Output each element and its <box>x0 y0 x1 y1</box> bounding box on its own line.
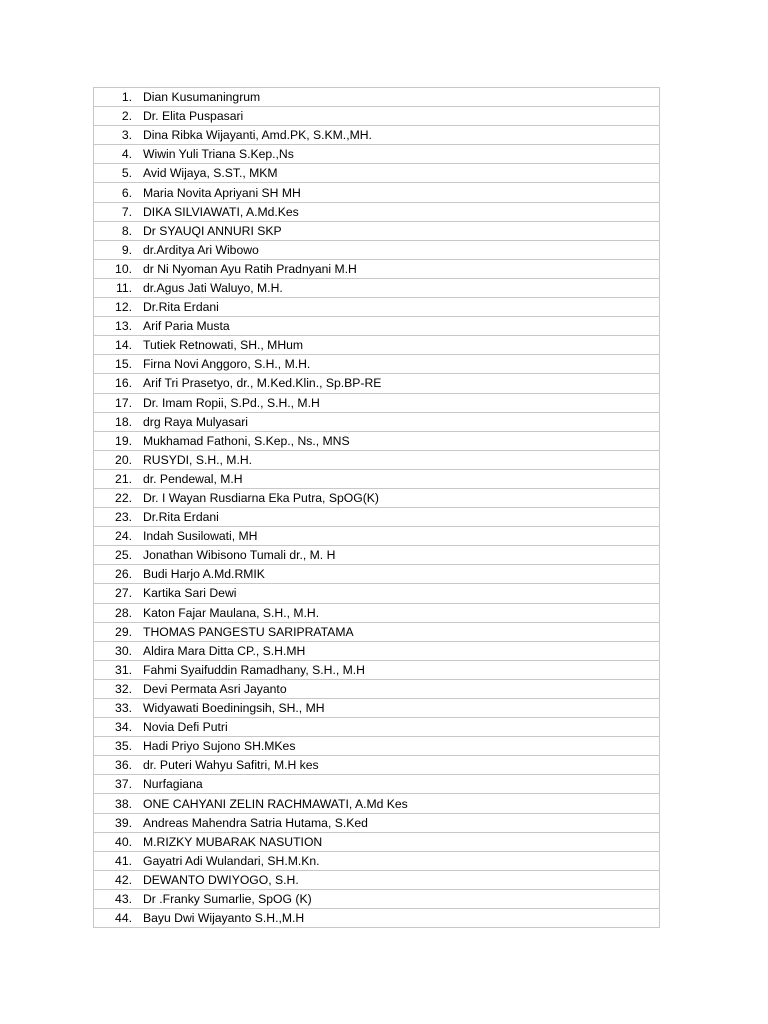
row-number: 29. <box>94 622 144 641</box>
row-number: 3. <box>94 126 144 145</box>
table-row <box>94 584 660 603</box>
row-number: 6. <box>94 183 144 202</box>
row-name: M.RIZKY MUBARAK NASUTION <box>143 832 660 851</box>
row-number: 5. <box>94 164 144 183</box>
row-number: 13. <box>94 317 144 336</box>
row-number: 18. <box>94 412 144 431</box>
table-row <box>94 183 660 202</box>
row-number: 12. <box>94 298 144 317</box>
table-row <box>94 832 660 851</box>
table-row <box>94 775 660 794</box>
row-number: 17. <box>94 393 144 412</box>
table-row <box>94 145 660 164</box>
row-name: Dian Kusumaningrum <box>143 88 660 107</box>
table-row <box>94 546 660 565</box>
row-number: 31. <box>94 660 144 679</box>
row-name: Nurfagiana <box>143 775 660 794</box>
name-list-table <box>93 87 660 928</box>
row-name: Aldira Mara Ditta CP., S.H.MH <box>143 641 660 660</box>
table-row <box>94 431 660 450</box>
row-name: drg Raya Mulyasari <box>143 412 660 431</box>
table-row <box>94 718 660 737</box>
row-number: 44. <box>94 909 144 928</box>
table-row <box>94 202 660 221</box>
row-number: 26. <box>94 565 144 584</box>
row-name: Andreas Mahendra Satria Hutama, S.Ked <box>143 813 660 832</box>
table-row <box>94 870 660 889</box>
row-number: 28. <box>94 603 144 622</box>
row-number: 25. <box>94 546 144 565</box>
table-row <box>94 889 660 908</box>
row-number: 22. <box>94 488 144 507</box>
name-list-body <box>94 88 660 928</box>
row-name: Arif Paria Musta <box>143 317 660 336</box>
row-name: DIKA SILVIAWATI, A.Md.Kes <box>143 202 660 221</box>
row-number: 27. <box>94 584 144 603</box>
row-number: 37. <box>94 775 144 794</box>
table-row <box>94 679 660 698</box>
table-row <box>94 393 660 412</box>
row-name: dr.Agus Jati Waluyo, M.H. <box>143 278 660 297</box>
table-row <box>94 641 660 660</box>
table-row <box>94 469 660 488</box>
row-name: Dr .Franky Sumarlie, SpOG (K) <box>143 889 660 908</box>
row-number: 36. <box>94 756 144 775</box>
row-number: 33. <box>94 699 144 718</box>
row-name: Dr.Rita Erdani <box>143 508 660 527</box>
row-number: 11. <box>94 278 144 297</box>
row-name: Widyawati Boediningsih, SH., MH <box>143 699 660 718</box>
table-row <box>94 164 660 183</box>
row-number: 1. <box>94 88 144 107</box>
row-number: 16. <box>94 374 144 393</box>
table-row <box>94 88 660 107</box>
table-row <box>94 527 660 546</box>
row-name: Indah Susilowati, MH <box>143 527 660 546</box>
row-name: Firna Novi Anggoro, S.H., M.H. <box>143 355 660 374</box>
row-name: Kartika Sari Dewi <box>143 584 660 603</box>
row-name: Mukhamad Fathoni, S.Kep., Ns., MNS <box>143 431 660 450</box>
row-name: Devi Permata Asri Jayanto <box>143 679 660 698</box>
row-number: 20. <box>94 450 144 469</box>
row-name: Dr. Imam Ropii, S.Pd., S.H., M.H <box>143 393 660 412</box>
row-number: 8. <box>94 221 144 240</box>
table-row <box>94 278 660 297</box>
row-name: Novia Defi Putri <box>143 718 660 737</box>
row-name: Budi Harjo A.Md.RMIK <box>143 565 660 584</box>
row-number: 38. <box>94 794 144 813</box>
table-row <box>94 374 660 393</box>
row-name: Tutiek Retnowati, SH., MHum <box>143 336 660 355</box>
table-row <box>94 756 660 775</box>
table-row <box>94 660 660 679</box>
row-name: Wiwin Yuli Triana S.Kep.,Ns <box>143 145 660 164</box>
row-number: 15. <box>94 355 144 374</box>
table-row <box>94 622 660 641</box>
row-number: 7. <box>94 202 144 221</box>
row-number: 40. <box>94 832 144 851</box>
table-row <box>94 355 660 374</box>
row-number: 21. <box>94 469 144 488</box>
table-row <box>94 221 660 240</box>
row-name: dr Ni Nyoman Ayu Ratih Pradnyani M.H <box>143 259 660 278</box>
row-name: Maria Novita Apriyani SH MH <box>143 183 660 202</box>
row-number: 24. <box>94 527 144 546</box>
row-name: Katon Fajar Maulana, S.H., M.H. <box>143 603 660 622</box>
row-name: dr. Pendewal, M.H <box>143 469 660 488</box>
row-name: Avid Wijaya, S.ST., MKM <box>143 164 660 183</box>
table-row <box>94 240 660 259</box>
row-number: 32. <box>94 679 144 698</box>
row-name: Dr. I Wayan Rusdiarna Eka Putra, SpOG(K) <box>143 488 660 507</box>
row-number: 35. <box>94 737 144 756</box>
table-row <box>94 412 660 431</box>
row-name: Gayatri Adi Wulandari, SH.M.Kn. <box>143 851 660 870</box>
row-number: 34. <box>94 718 144 737</box>
row-number: 9. <box>94 240 144 259</box>
table-row <box>94 126 660 145</box>
row-name: Arif Tri Prasetyo, dr., M.Ked.Klin., Sp.BP-RE <box>143 374 660 393</box>
row-name: dr. Puteri Wahyu Safitri, M.H kes <box>143 756 660 775</box>
table-row <box>94 317 660 336</box>
table-row <box>94 565 660 584</box>
row-name: Bayu Dwi Wijayanto S.H.,M.H <box>143 909 660 928</box>
table-row <box>94 603 660 622</box>
table-row <box>94 813 660 832</box>
table-row <box>94 508 660 527</box>
row-number: 43. <box>94 889 144 908</box>
table-row <box>94 298 660 317</box>
row-name: Hadi Priyo Sujono SH.MKes <box>143 737 660 756</box>
table-row <box>94 851 660 870</box>
table-row <box>94 737 660 756</box>
table-row <box>94 107 660 126</box>
row-name: THOMAS PANGESTU SARIPRATAMA <box>143 622 660 641</box>
table-row <box>94 909 660 928</box>
row-name: Dr.Rita Erdani <box>143 298 660 317</box>
row-number: 2. <box>94 107 144 126</box>
table-row <box>94 259 660 278</box>
row-number: 42. <box>94 870 144 889</box>
row-name: dr.Arditya Ari Wibowo <box>143 240 660 259</box>
row-name: DEWANTO DWIYOGO, S.H. <box>143 870 660 889</box>
row-number: 41. <box>94 851 144 870</box>
row-number: 14. <box>94 336 144 355</box>
row-name: Jonathan Wibisono Tumali dr., M. H <box>143 546 660 565</box>
row-name: Fahmi Syaifuddin Ramadhany, S.H., M.H <box>143 660 660 679</box>
table-row <box>94 450 660 469</box>
row-number: 4. <box>94 145 144 164</box>
row-name: RUSYDI, S.H., M.H. <box>143 450 660 469</box>
table-row <box>94 699 660 718</box>
table-row <box>94 794 660 813</box>
row-name: Dr SYAUQI ANNURI SKP <box>143 221 660 240</box>
row-number: 23. <box>94 508 144 527</box>
row-name: ONE CAHYANI ZELIN RACHMAWATI, A.Md Kes <box>143 794 660 813</box>
row-name: Dr. Elita Puspasari <box>143 107 660 126</box>
row-number: 19. <box>94 431 144 450</box>
row-number: 30. <box>94 641 144 660</box>
row-name: Dina Ribka Wijayanti, Amd.PK, S.KM.,MH. <box>143 126 660 145</box>
row-number: 39. <box>94 813 144 832</box>
table-row <box>94 336 660 355</box>
row-number: 10. <box>94 259 144 278</box>
table-row <box>94 488 660 507</box>
